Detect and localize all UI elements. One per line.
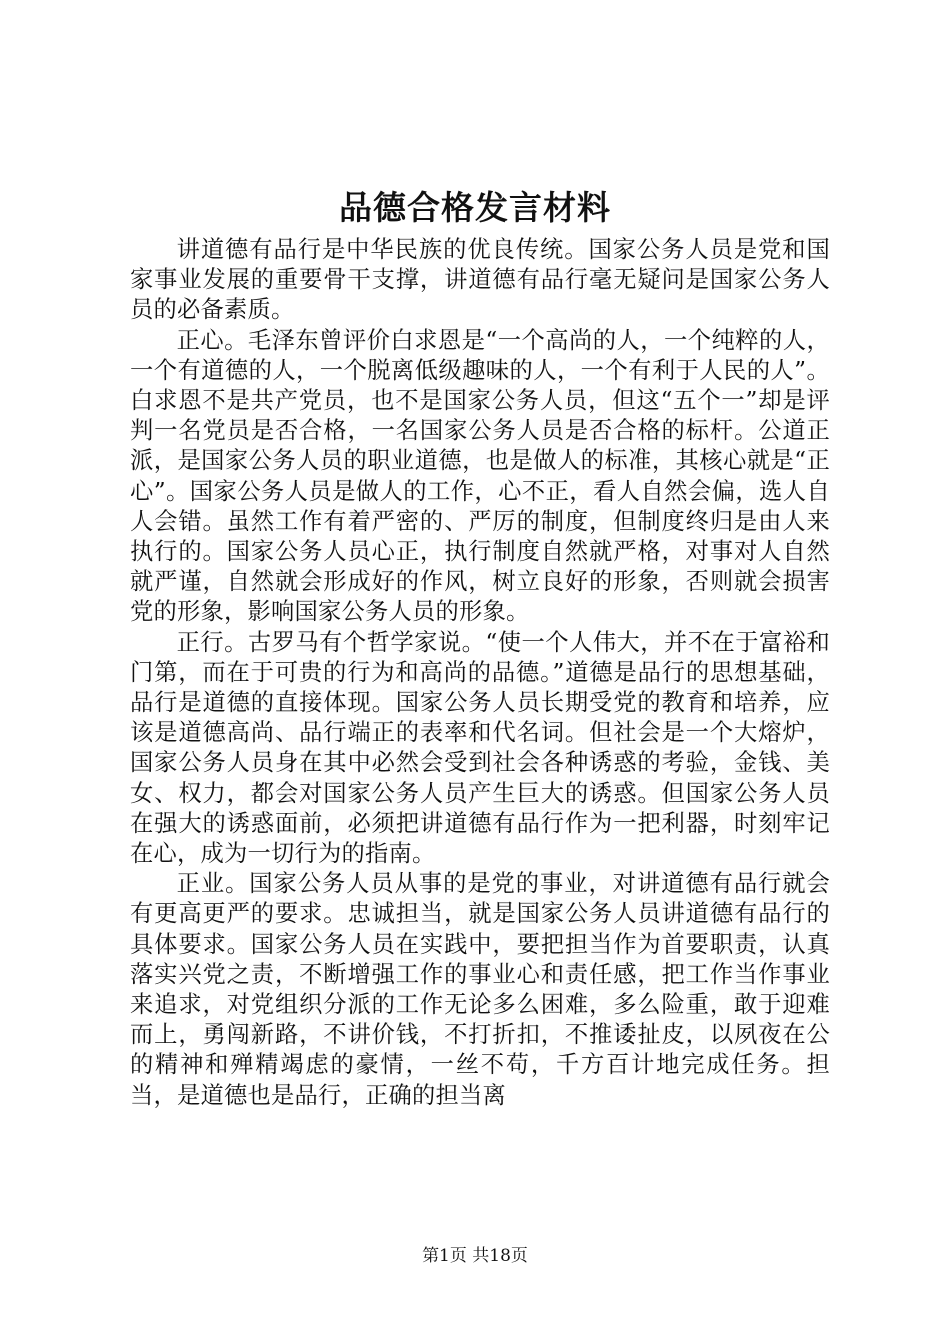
document-title: 品德合格发言材料 <box>339 188 611 227</box>
paragraph-zhengxing: 正行。古罗马有个哲学家说。“使一个人伟大，并不在于富裕和门第，而在于可贵的行为和高尚的品德。”道德是品行的思想基础，品行是道德的直接体现。国家公务人员长期受党的教育和培养，应该是道德高尚、品行端正的表率和代名词。但社会是一个大熔炉，国家公务人员身在其中必然会受到社会各种诱惑的考验，金钱、美女、权力，都会对国家公务人员产生巨大的诱惑。但国家公务人员在强大的诱惑面前，必须把讲道德有品行作为一把利器，时刻牢记在心，成为一切行为的指南。 <box>130 628 830 868</box>
page-footer: 第1页 共18页 <box>422 1246 528 1266</box>
paragraph-zhengxin: 正心。毛泽东曾评价白求恩是“一个高尚的人，一个纯粹的人，一个有道德的人，一个脱离低级趣味的人，一个有利于人民的人”。白求恩不是共产党员，也不是国家公务人员，但这“五个一”却是评判一名党员是否合格，一名国家公务人员是否合格的标杆。公道正派，是国家公务人员的职业道德，也是做人的标准，其核心就是“正心”。国家公务人员是做人的工作，心不正，看人自然会偏，选人自人会错。虽然工作有着严密的、严厉的制度，但制度终归是由人来执行的。国家公务人员心正，执行制度自然就严格，对事对人自然就严谨，自然就会形成好的作风，树立良好的形象，否则就会损害党的形象，影响国家公务人员的形象。 <box>130 326 830 626</box>
paragraph-zhengye: 正业。国家公务人员从事的是党的事业，对讲道德有品行就会有更高更严的要求。忠诚担当，就是国家公务人员讲道德有品行的具体要求。国家公务人员在实践中，要把担当作为首要职责，认真落实兴党之责，不断增强工作的事业心和责任感，把工作当作事业来追求，对党组织分派的工作无论多么困难，多么险重，敢于迎难而上，勇闯新路，不讲价钱，不打折扣，不推诿扯皮，以夙夜在公的精神和殚精竭虑的豪情，一丝不苟，千方百计地完成任务。担当，是道德也是品行，正确的担当离 <box>130 870 830 1109</box>
document-body <box>130 235 830 1111</box>
paragraph-intro: 讲道德有品行是中华民族的优良传统。国家公务人员是党和国家事业发展的重要骨干支撑，讲道德有品行毫无疑问是国家公务人员的必备素质。 <box>130 236 830 324</box>
